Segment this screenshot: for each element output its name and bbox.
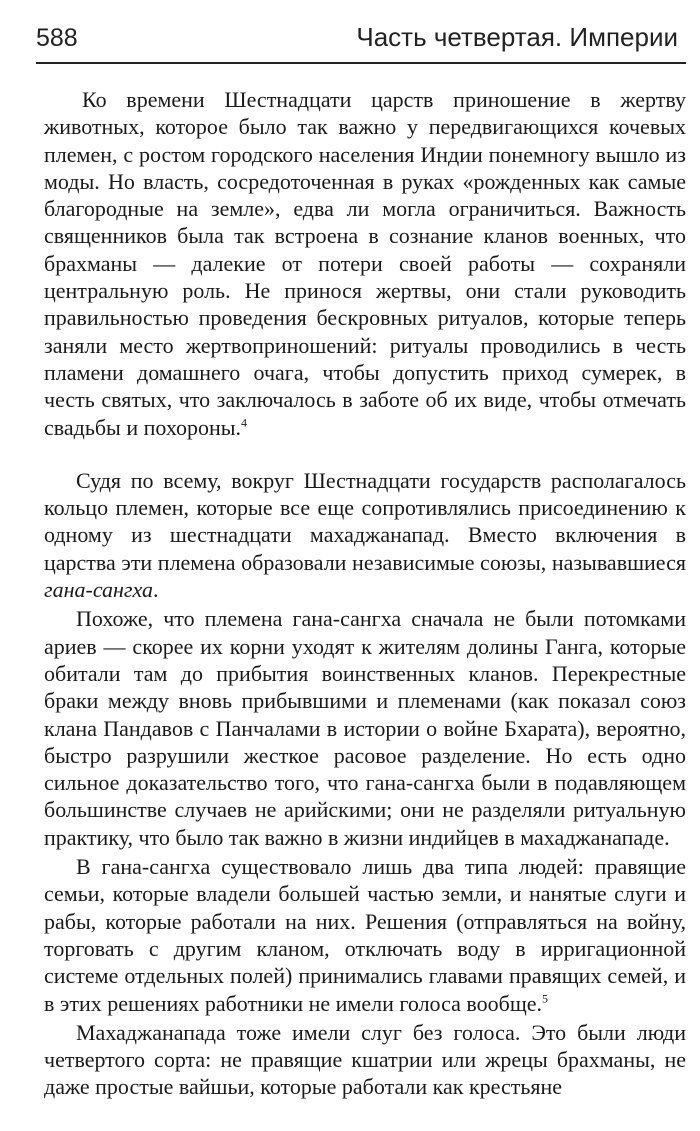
page-body: [44, 86, 686, 1101]
paragraph: В гана-сангха существовало лишь два типа людей: правящие семьи, которые владели большей частью земли, и нанятые слуги и рабы, которые работали на них. Решения (отправляться на войну, торговать с другим кланом, отключать воду в ирригационной системе отдельных полей) принимались главами правящих семей, и в этих решениях работники не имели голоса вообще.$^5$: [44, 854, 686, 1016]
term-emphasis: гана-сангха: [44, 577, 153, 603]
section-break: [44, 441, 686, 467]
paragraph: Махаджанапада тоже имели слуг без голоса. Это были люди четвертого сорта: не правящие кшатрии или жрецы брахманы, не даже простые вайшьи, которые работали как крестьяне: [44, 1019, 686, 1100]
footnote-ref[interactable]: 5: [542, 991, 549, 1006]
footnote-ref[interactable]: 4: [241, 415, 248, 430]
paragraph: Похоже, что племена гана-сангха сначала не были потомками ариев — скорее их корни уходят к жителям долины Ганга, которые обитали там до прибытия воинственных кланов. Перекрестные браки между вновь прибывшими и племенами (как показал союз клана Пандавов с Панчалами в истории о войне Бхарата), вероятно, быстро разрушили жесткое расовое разделение. Но есть одно сильное доказательство того, что гана-сангха были в подавляющем большинстве случаев не арийскими; они не разделяли ритуальную практику, что было так важно в жизни индийцев в махаджанападе.: [44, 606, 686, 850]
page-header: [36, 18, 686, 64]
paragraph: Судя по всему, вокруг Шестнадцати государств располагалось кольцо племен, которые все еще сопротивлялись присоединению к одному из шестнадцати махаджанапад. Вместо включения в царства эти племена образовали независимые союзы, называвшиеся гана-сангха.: [44, 467, 686, 603]
running-title: Часть четвертая. Империи: [356, 22, 678, 52]
page-number: 588: [36, 24, 78, 52]
paragraph: Ко времени Шестнадцати царств приношение в жертву животных, которое было так важно у передвигающихся кочевых племен, с ростом городского населения Индии понемногу вышло из моды. Но власть, сосредоточенная в руках «рожденных как самые благородные на земле», едва ли могла ограничиться. Важность священников была так встроена в сознание кланов военных, что брахманы — далекие от потери своей работы — сохраняли центральную роль. Не принося жертвы, они стали руководить правильностью проведения бескровных ритуалов, которые теперь заняли место жертвоприношений: ритуалы проводились в честь пламени домашнего очага, чтобы допустить приход сумерек, в честь святых, что заключалось в заботе об их виде, чтобы отмечать свадьбы и похороны.$^4$: [44, 87, 686, 440]
